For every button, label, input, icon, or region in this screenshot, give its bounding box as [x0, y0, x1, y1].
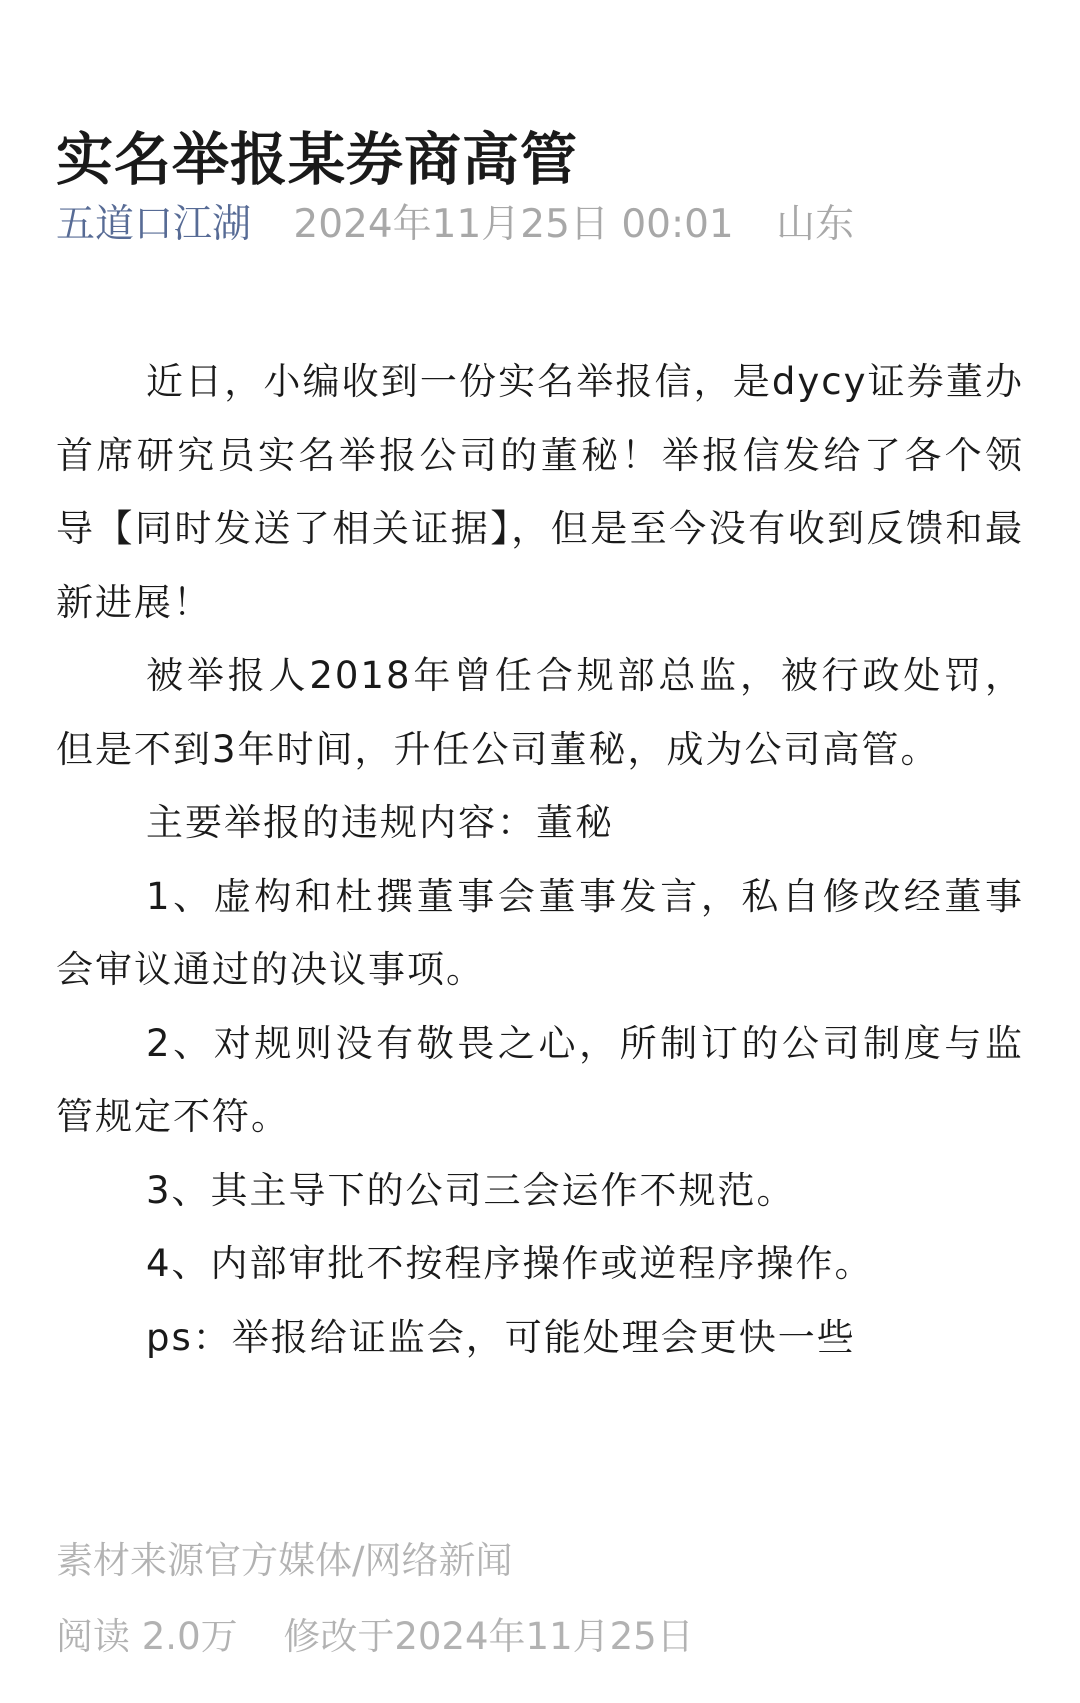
author-link[interactable]: 五道口江湖: [56, 202, 252, 247]
article-meta: [56, 198, 1024, 252]
read-count: 阅读 2.0万: [56, 1615, 238, 1658]
paragraph: 近日，小编收到一份实名举报信，是dycy证券董办首席研究员实名举报公司的董秘！举报信发给了各个领导【同时发送了相关证据】，但是至今没有收到反馈和最新进展！: [56, 360, 1024, 624]
publish-date: 2024年11月25日 00:01: [293, 202, 734, 247]
paragraph: 2、对规则没有敬畏之心，所制订的公司制度与监管规定不符。: [56, 1021, 1024, 1138]
paragraph: 4、内部审批不按程序操作或逆程序操作。: [146, 1242, 874, 1285]
paragraph: 3、其主导下的公司三会运作不规范。: [146, 1168, 796, 1212]
article-footer: [56, 1610, 694, 1664]
paragraph: 被举报人2018年曾任合规部总监，被行政处罚，但是不到3年时间，升任公司董秘，成为公司高管。: [56, 654, 1024, 771]
paragraph: 主要举报的违规内容：董秘: [146, 801, 614, 844]
source-note: 素材来源官方媒体/网络新闻: [56, 1539, 513, 1582]
modified-date: 修改于2024年11月25日: [283, 1615, 694, 1658]
paragraph: ps：举报给证监会，可能处理会更快一些: [146, 1315, 856, 1359]
article-body: [56, 345, 1024, 1374]
publish-location: 山东: [776, 202, 855, 247]
paragraph: 1、虚构和杜撰董事会董事发言，私自修改经董事会审议通过的决议事项。: [56, 874, 1024, 991]
article-title: 实名举报某券商高管: [56, 127, 578, 194]
